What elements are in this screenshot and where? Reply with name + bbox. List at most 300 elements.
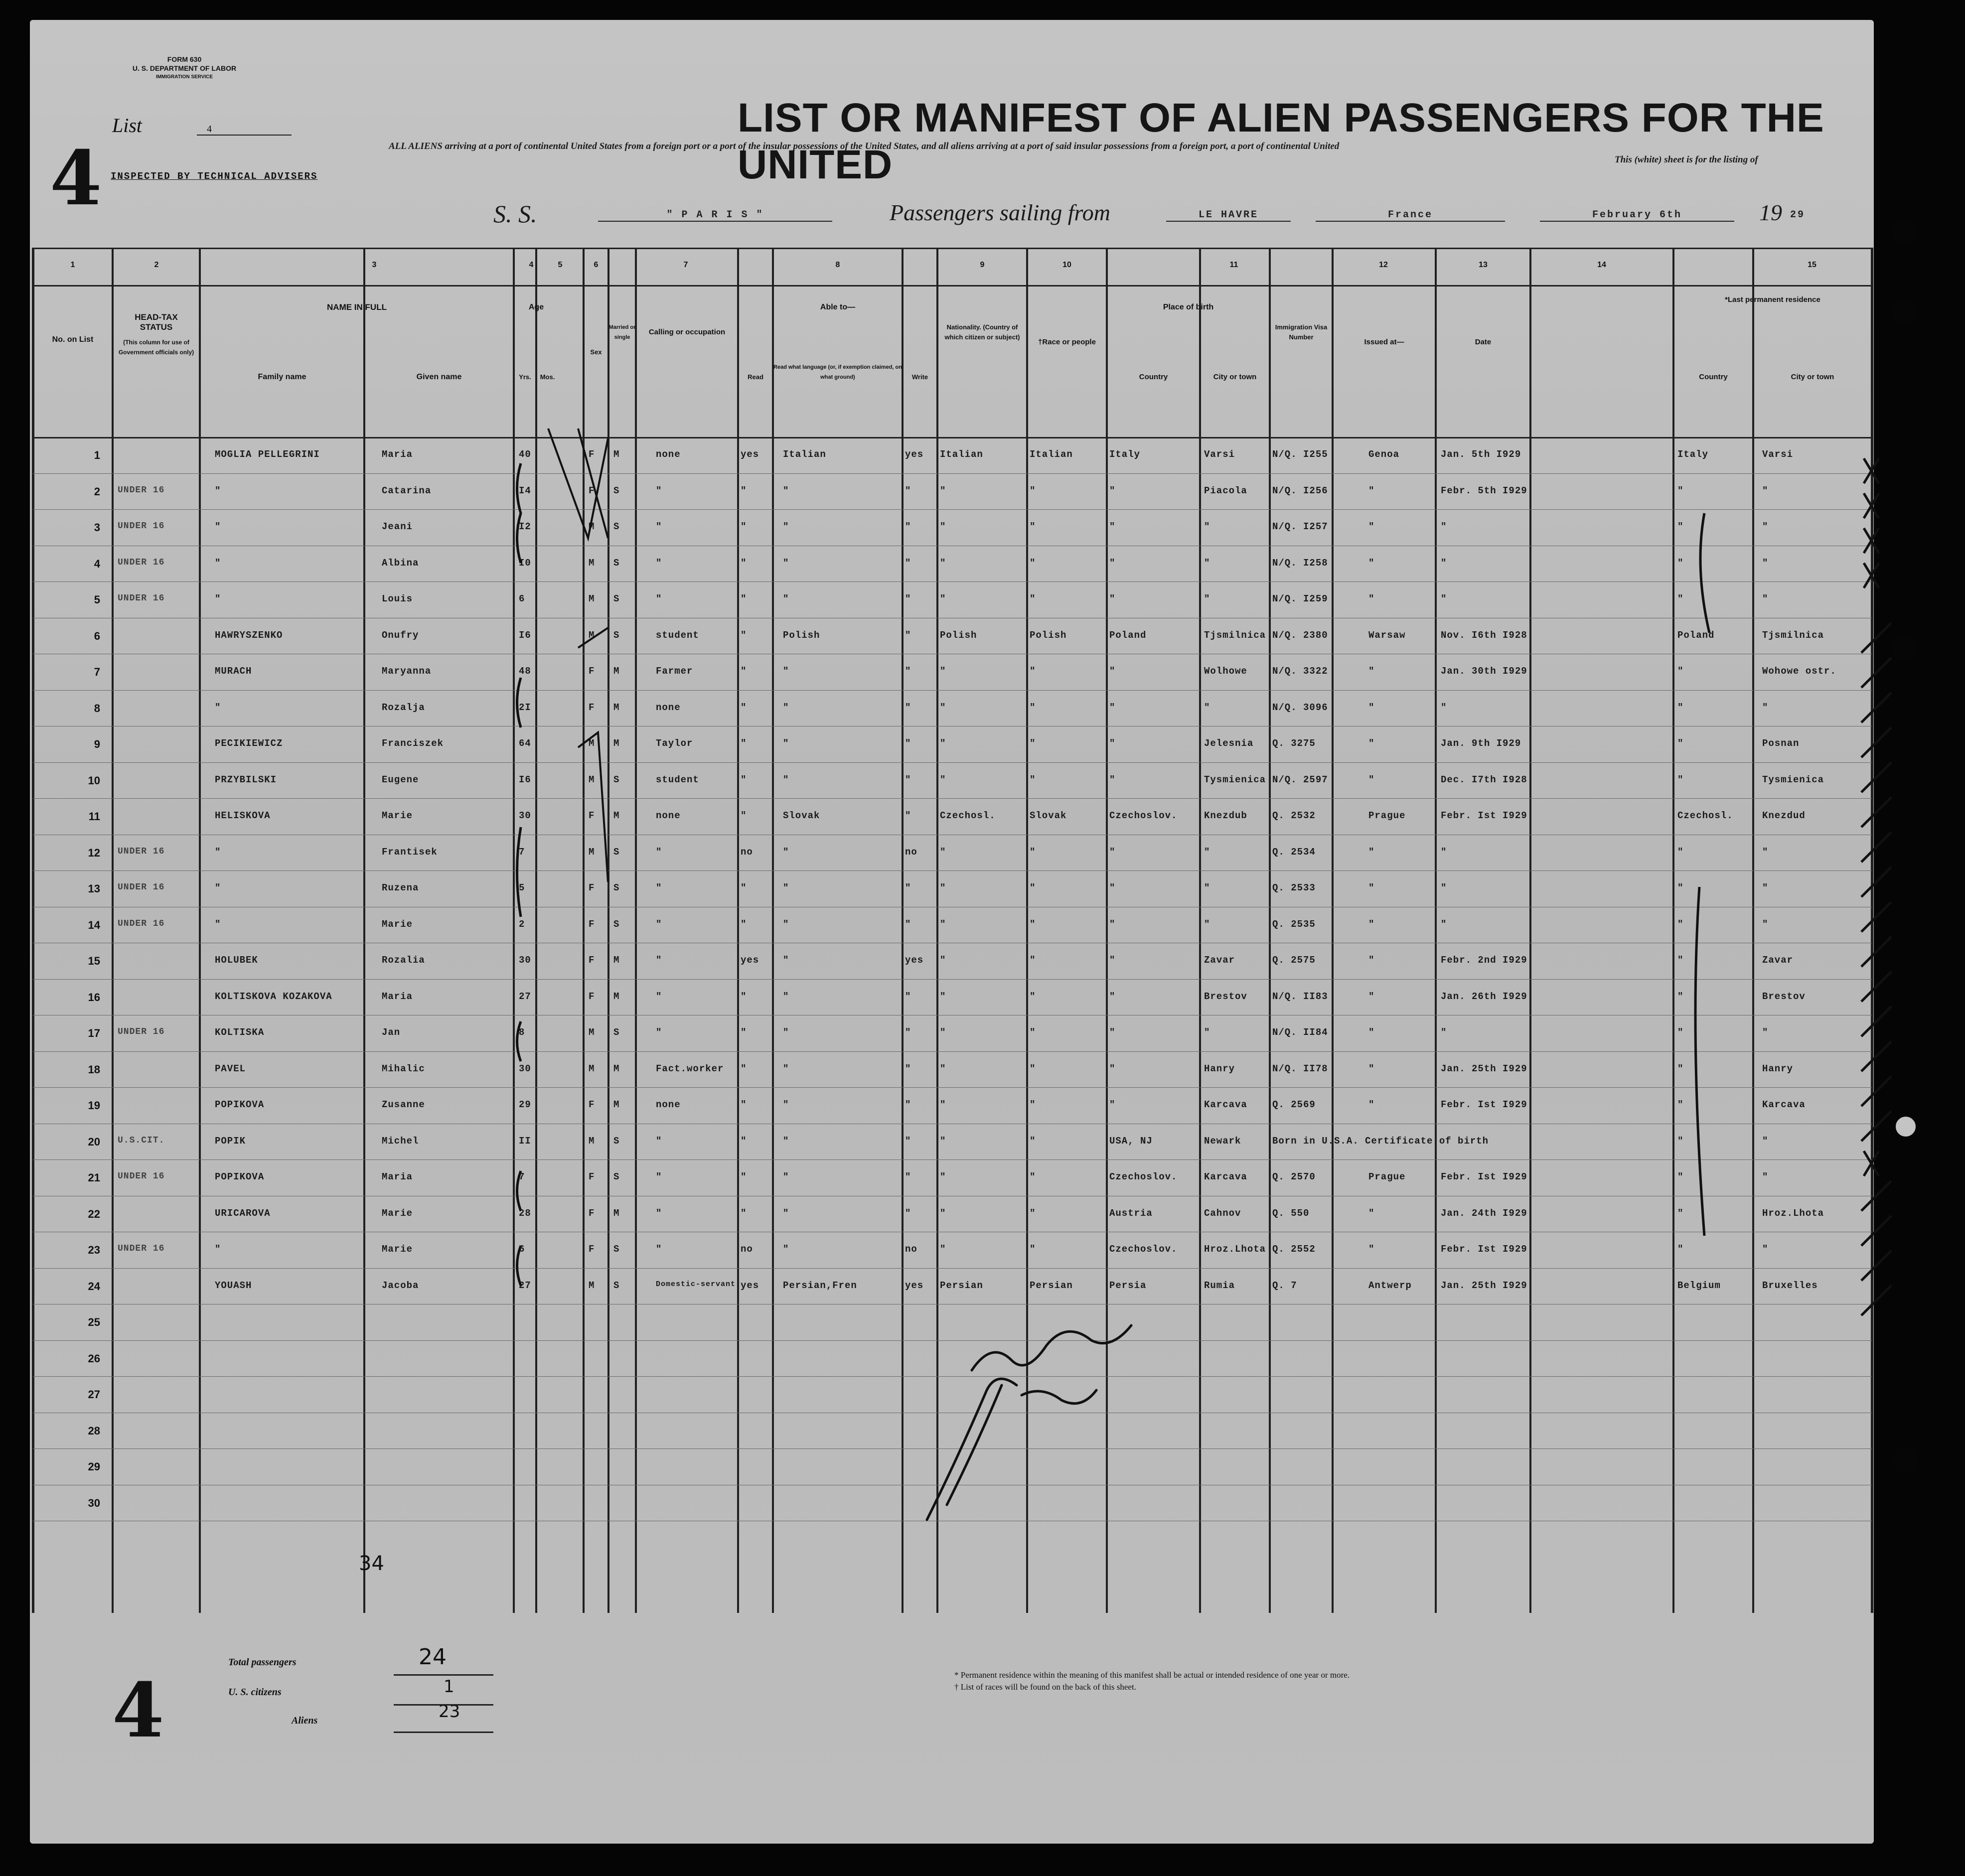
family-name-cell: POPIK [215, 1135, 246, 1147]
given-name-cell: Maria [382, 449, 413, 460]
nationality-cell: " [940, 918, 946, 930]
row-number: 2 [94, 485, 100, 498]
read-cell: " [741, 629, 747, 641]
given-name-cell: Frantisek [382, 846, 438, 858]
head-tax-cell: UNDER 16 [118, 1244, 165, 1254]
residence-city-cell: " [1762, 1027, 1769, 1038]
age-cell: I2 [519, 521, 531, 533]
residence-city-cell: " [1762, 846, 1769, 858]
residence-country-cell: Poland [1677, 629, 1715, 641]
occupation-cell: " [656, 593, 662, 605]
age-cell: 5 [519, 882, 525, 894]
row-number: 19 [88, 1099, 100, 1112]
family-name-cell: " [215, 846, 221, 858]
marital-cell: S [613, 521, 620, 533]
language-cell: " [783, 702, 789, 713]
visa-cell: N/Q. 3322 [1272, 666, 1328, 677]
read-cell: " [741, 1027, 747, 1038]
sex-cell: M [589, 1135, 595, 1147]
birth-city-cell: " [1204, 521, 1210, 533]
nationality-cell: Polish [940, 629, 977, 641]
family-name-cell: " [215, 882, 221, 894]
residence-country-cell: " [1677, 1135, 1684, 1147]
sex-cell: F [589, 1207, 595, 1219]
language-cell: Persian,Fren [783, 1280, 857, 1291]
given-name-cell: Louis [382, 593, 413, 605]
header-last-residence: *Last permanent residence [1725, 295, 1820, 304]
occupation-cell: " [656, 918, 662, 930]
visa-date-cell: " [1441, 1027, 1447, 1038]
header-issued-at: Issued at— [1364, 338, 1404, 346]
family-name-cell: POPIKOVA [215, 1099, 265, 1111]
column-number: 10 [1062, 261, 1071, 269]
occupation-cell: Fact.worker [656, 1063, 724, 1074]
nationality-cell: " [940, 846, 946, 858]
age-cell: 6 [519, 593, 525, 605]
residence-city-cell: " [1762, 1244, 1769, 1255]
birth-country-cell: " [1109, 666, 1116, 677]
visa-date-cell: Nov. I6th I928 [1441, 629, 1527, 641]
residence-country-cell: " [1677, 774, 1684, 785]
sub-department: IMMIGRATION SERVICE [155, 74, 213, 80]
row-number: 23 [88, 1244, 100, 1257]
residence-city-cell: Hroz.Lhota [1762, 1207, 1824, 1219]
issued-at-cell: Prague [1368, 810, 1406, 822]
visa-cell: N/Q. 3096 [1272, 702, 1328, 713]
marital-cell: M [613, 1063, 620, 1074]
residence-city-cell: Tysmienica [1762, 774, 1824, 785]
row-number: 21 [88, 1171, 100, 1184]
race-cell: " [1030, 918, 1036, 930]
race-cell: " [1030, 485, 1036, 496]
family-name-cell: HOLUBEK [215, 955, 258, 966]
residence-city-cell: Posnan [1762, 738, 1800, 749]
slash-marks [1861, 623, 1891, 1315]
sex-cell: F [589, 810, 595, 822]
age-cell: 29 [519, 1099, 531, 1111]
list-label-text: List [112, 114, 143, 137]
inspector-signature [972, 1325, 1131, 1370]
visa-cell: Q. 550 [1272, 1207, 1310, 1219]
visa-cell: Q. 2575 [1272, 955, 1316, 966]
visa-cell: Q. 2532 [1272, 810, 1316, 822]
nationality-cell: " [940, 1244, 946, 1255]
read-cell: yes [741, 449, 759, 460]
age-cell: 2 [519, 918, 525, 930]
residence-city-cell: Tjsmilnica [1762, 629, 1824, 641]
visa-cell: N/Q. II78 [1272, 1063, 1328, 1074]
visa-cell: Q. 2535 [1272, 918, 1316, 930]
visa-date-cell: Jan. 5th I929 [1441, 449, 1521, 460]
residence-city-cell: " [1762, 702, 1769, 713]
column-number: 1 [70, 261, 75, 269]
occupation-cell: " [656, 557, 662, 569]
race-cell: Italian [1030, 449, 1073, 460]
row-number: 13 [88, 882, 100, 895]
age-cell: 7 [519, 1171, 525, 1183]
age-cell: I6 [519, 774, 531, 785]
residence-city-cell: Wohowe ostr. [1762, 666, 1836, 677]
birth-city-cell: " [1204, 882, 1210, 894]
nationality-cell: " [940, 955, 946, 966]
row-number: 4 [94, 557, 100, 570]
row-number: 14 [88, 918, 100, 931]
nationality-cell: " [940, 1171, 946, 1183]
residence-country-cell: " [1677, 1171, 1684, 1183]
race-cell: " [1030, 846, 1036, 858]
nationality-cell: " [940, 521, 946, 533]
marital-cell: M [613, 1099, 620, 1111]
read-cell: " [741, 882, 747, 894]
given-name-cell: Rozalja [382, 702, 425, 713]
birth-city-cell: " [1204, 702, 1210, 713]
header-write: Write [911, 373, 928, 381]
birth-country-cell: " [1109, 1027, 1116, 1038]
marital-cell: M [613, 666, 620, 677]
residence-city-cell: " [1762, 593, 1769, 605]
language-cell: " [783, 774, 789, 785]
read-cell: no [741, 846, 753, 858]
marital-cell: S [613, 1135, 620, 1147]
row-number: 22 [88, 1207, 100, 1220]
column-number: 9 [980, 261, 985, 269]
residence-city-cell: Hanry [1762, 1063, 1794, 1074]
residence-city-cell: " [1762, 918, 1769, 930]
read-cell: " [741, 918, 747, 930]
read-cell: " [741, 1135, 747, 1147]
header-given-name: Given name [416, 373, 462, 381]
footer-sheet-number: 4 [112, 1667, 164, 1754]
write-cell: " [905, 991, 911, 1002]
write-cell: yes [905, 955, 924, 966]
write-cell: " [905, 774, 911, 785]
language-cell: " [783, 557, 789, 569]
family-name-cell: " [215, 485, 221, 496]
port-name: LE HAVRE [1166, 209, 1291, 222]
birth-country-cell: " [1109, 702, 1116, 713]
birth-country-cell: Czechoslov. [1109, 1244, 1178, 1255]
issued-at-cell: " [1368, 485, 1375, 496]
nationality-cell: " [940, 774, 946, 785]
visa-cell: Q. 2533 [1272, 882, 1316, 894]
language-cell: " [783, 1135, 789, 1147]
residence-country-cell: " [1677, 846, 1684, 858]
visa-cell: N/Q. II84 [1272, 1027, 1328, 1038]
visa-date-cell: " [1441, 882, 1447, 894]
given-name-cell: Eugene [382, 774, 419, 785]
age-cell: 27 [519, 1280, 531, 1291]
visa-cell: N/Q. 2597 [1272, 774, 1328, 785]
family-name-cell: YOUASH [215, 1280, 252, 1291]
residence-country-cell: " [1677, 1244, 1684, 1255]
write-cell: no [905, 1244, 917, 1255]
visa-date-cell: " [1441, 846, 1447, 858]
issued-at-cell: " [1368, 666, 1375, 677]
given-name-cell: Marie [382, 918, 413, 930]
birth-country-cell: Czechoslov. [1109, 810, 1178, 822]
write-cell: " [905, 485, 911, 496]
birth-country-cell: " [1109, 593, 1116, 605]
birth-country-cell: Persia [1109, 1280, 1147, 1291]
row-number: 9 [94, 738, 100, 751]
header-race: †Race or people [1038, 338, 1096, 346]
read-cell: yes [741, 1280, 759, 1291]
age-cell: I4 [519, 485, 531, 496]
birth-country-cell: " [1109, 991, 1116, 1002]
visa-date-cell: Jan. 30th I929 [1441, 666, 1527, 677]
family-name-cell: HELISKOVA [215, 810, 271, 822]
sex-cell: M [589, 629, 595, 641]
birth-city-cell: Newark [1204, 1135, 1241, 1147]
head-tax-cell: UNDER 16 [118, 1027, 165, 1037]
occupation-cell: " [656, 882, 662, 894]
given-name-cell: Marie [382, 810, 413, 822]
issued-at-cell: " [1368, 846, 1375, 858]
residence-country-cell: " [1677, 485, 1684, 496]
birth-city-cell: " [1204, 1027, 1210, 1038]
nationality-cell: " [940, 702, 946, 713]
header-age: Age [528, 303, 544, 311]
write-cell: yes [905, 1280, 924, 1291]
residence-city-cell: Knezdud [1762, 810, 1806, 822]
residence-city-cell: " [1762, 1171, 1769, 1183]
birth-country-cell: " [1109, 918, 1116, 930]
read-cell: " [741, 774, 747, 785]
write-cell: " [905, 702, 911, 713]
sailing-date: February 6th [1540, 209, 1734, 222]
birth-country-cell: Poland [1109, 629, 1147, 641]
race-cell: " [1030, 955, 1036, 966]
issued-at-cell: Prague [1368, 1171, 1406, 1183]
column-number: 4 [529, 261, 534, 269]
sex-cell: F [589, 991, 595, 1002]
sex-cell: F [589, 1244, 595, 1255]
residence-country-cell: " [1677, 666, 1684, 677]
nationality-cell: Persian [940, 1280, 983, 1291]
race-cell: " [1030, 666, 1036, 677]
marital-cell: S [613, 1280, 620, 1291]
birth-country-cell: " [1109, 1063, 1116, 1074]
birth-city-cell: Karcava [1204, 1099, 1247, 1111]
occupation-cell: " [656, 1027, 662, 1038]
birth-city-cell: Hanry [1204, 1063, 1235, 1074]
sex-cell: F [589, 702, 595, 713]
nationality-cell: " [940, 738, 946, 749]
head-tax-cell: UNDER 16 [118, 593, 165, 604]
header-lr-country: Country [1699, 373, 1728, 381]
row-number: 26 [88, 1352, 100, 1365]
age-cell: 40 [519, 449, 531, 460]
sex-cell: F [589, 1171, 595, 1183]
list-number: 4 [197, 124, 292, 136]
read-cell: " [741, 991, 747, 1002]
age-cell: I0 [519, 557, 531, 569]
occupation-cell: " [656, 846, 662, 858]
family-name-cell: URICAROVA [215, 1207, 271, 1219]
residence-country-cell: " [1677, 882, 1684, 894]
visa-cell: N/Q. I255 [1272, 449, 1328, 460]
birth-country-cell: " [1109, 955, 1116, 966]
row-number: 18 [88, 1063, 100, 1076]
head-tax-cell: UNDER 16 [118, 918, 165, 929]
family-name-cell: " [215, 702, 221, 713]
birth-country-cell: " [1109, 485, 1116, 496]
header-visa-date: Date [1475, 338, 1492, 346]
write-cell: " [905, 557, 911, 569]
given-name-cell: Maryanna [382, 666, 432, 677]
birth-country-cell: " [1109, 521, 1116, 533]
read-cell: " [741, 738, 747, 749]
residence-city-cell: Brestov [1762, 991, 1806, 1002]
us-citizens-value: 1 [444, 1677, 454, 1697]
head-tax-cell: UNDER 16 [118, 846, 165, 857]
header-visa: Immigration Visa Number [1275, 323, 1328, 341]
total-passengers-value: 24 [419, 1644, 447, 1670]
visa-cell: N/Q. I256 [1272, 485, 1328, 496]
language-cell: " [783, 1244, 789, 1255]
race-cell: " [1030, 1135, 1036, 1147]
read-cell: " [741, 485, 747, 496]
residence-country-cell: " [1677, 955, 1684, 966]
nationality-cell: " [940, 557, 946, 569]
marital-cell: M [613, 449, 620, 460]
write-cell: " [905, 1135, 911, 1147]
occupation-cell: student [656, 629, 699, 641]
family-name-cell: HAWRYSZENKO [215, 629, 283, 641]
language-cell: " [783, 521, 789, 533]
header-place-of-birth: Place of birth [1163, 303, 1214, 311]
occupation-cell: none [656, 1099, 681, 1111]
issued-at-cell: Genoa [1368, 449, 1400, 460]
marital-cell: S [613, 1244, 620, 1255]
family-name-cell: KOLTISKOVA KOZAKOVA [215, 991, 332, 1002]
read-cell: " [741, 521, 747, 533]
visa-date-cell: Jan. 25th I929 [1441, 1280, 1527, 1291]
year-prefix: 19 [1759, 200, 1782, 225]
read-cell: " [741, 557, 747, 569]
nationality-cell: Italian [940, 449, 983, 460]
nationality-cell: " [940, 593, 946, 605]
family-name-cell: PECIKIEWICZ [215, 738, 283, 749]
birth-city-cell: Jelesnia [1204, 738, 1254, 749]
family-name-cell: MOGLIA PELLEGRINI [215, 449, 320, 460]
visa-cell: N/Q. I258 [1272, 557, 1328, 569]
write-cell: " [905, 1207, 911, 1219]
read-cell: " [741, 593, 747, 605]
marital-cell: M [613, 1207, 620, 1219]
birth-city-cell: Knezdub [1204, 810, 1247, 822]
visa-cell: N/Q. I259 [1272, 593, 1328, 605]
birth-country-cell: Austria [1109, 1207, 1153, 1219]
family-name-cell: MURACH [215, 666, 252, 677]
row-number: 5 [94, 593, 100, 606]
visa-date-cell: Febr. Ist I929 [1441, 810, 1527, 822]
write-cell: " [905, 1099, 911, 1111]
header-yrs: Yrs. [519, 373, 531, 381]
total-passengers-label: Total passengers [228, 1657, 297, 1668]
birth-city-cell: Tysmienica [1204, 774, 1266, 785]
birth-country-cell: USA, NJ [1109, 1135, 1153, 1147]
column-number: 8 [835, 261, 840, 269]
age-cell: 8 [519, 1027, 525, 1038]
language-cell: " [783, 1063, 789, 1074]
sex-cell: M [589, 1280, 595, 1291]
sex-cell: M [589, 593, 595, 605]
column-number: 12 [1379, 261, 1388, 269]
occupation-cell: none [656, 449, 681, 460]
year-suffix: 29 [1790, 209, 1806, 221]
sex-cell: M [589, 846, 595, 858]
head-tax-cell: UNDER 16 [118, 1171, 165, 1182]
ship-name: " P A R I S " [598, 209, 832, 222]
residence-country-cell: Czechosl. [1677, 810, 1733, 822]
residence-country-cell: " [1677, 1207, 1684, 1219]
row-number: 16 [88, 991, 100, 1004]
given-name-cell: Jeani [382, 521, 413, 533]
sex-cell: F [589, 666, 595, 677]
marital-cell: M [613, 955, 620, 966]
issued-at-cell: " [1368, 593, 1375, 605]
occupation-cell: " [656, 485, 662, 496]
occupation-cell: " [656, 521, 662, 533]
issued-at-cell: " [1368, 1099, 1375, 1111]
sex-cell: M [589, 774, 595, 785]
visa-date-cell: Febr. 5th I929 [1441, 485, 1527, 496]
marital-cell: M [613, 702, 620, 713]
brace-marks [517, 463, 1710, 1286]
occupation-cell: Farmer [656, 666, 693, 677]
row-number: 25 [88, 1316, 100, 1329]
birth-city-cell: Wolhowe [1204, 666, 1247, 677]
birth-country-cell: " [1109, 738, 1116, 749]
family-name-cell: " [215, 918, 221, 930]
write-cell: " [905, 521, 911, 533]
write-cell: " [905, 1171, 911, 1183]
aliens-value: 23 [439, 1702, 460, 1722]
birth-city-cell: " [1204, 593, 1210, 605]
occupation-cell: " [656, 1244, 662, 1255]
issued-at-cell: " [1368, 521, 1375, 533]
ss-label: S. S. [493, 200, 537, 228]
residence-country-cell: " [1677, 593, 1684, 605]
issued-at-cell: " [1368, 774, 1375, 785]
read-cell: " [741, 1099, 747, 1111]
birth-country-cell: " [1109, 557, 1116, 569]
residence-country-cell: " [1677, 918, 1684, 930]
race-cell: " [1030, 882, 1036, 894]
sheet-number: 4 [50, 135, 102, 222]
family-name-cell: " [215, 521, 221, 533]
race-cell: " [1030, 1207, 1036, 1219]
header-sex: Sex [590, 348, 602, 356]
nationality-cell: " [940, 1207, 946, 1219]
marital-cell: S [613, 1171, 620, 1183]
nationality-cell: " [940, 666, 946, 677]
race-cell: " [1030, 1171, 1036, 1183]
given-name-cell: Marie [382, 1244, 413, 1255]
issued-at-cell: " [1368, 557, 1375, 569]
language-cell: Polish [783, 629, 820, 641]
marital-cell: S [613, 593, 620, 605]
race-cell: " [1030, 1027, 1036, 1038]
birth-city-cell: " [1204, 557, 1210, 569]
column-number: 7 [683, 261, 688, 269]
race-cell: Slovak [1030, 810, 1067, 822]
row-number: 30 [88, 1496, 100, 1509]
residence-country-cell: " [1677, 702, 1684, 713]
residence-city-cell: " [1762, 882, 1769, 894]
birth-city-cell: Rumia [1204, 1280, 1235, 1291]
